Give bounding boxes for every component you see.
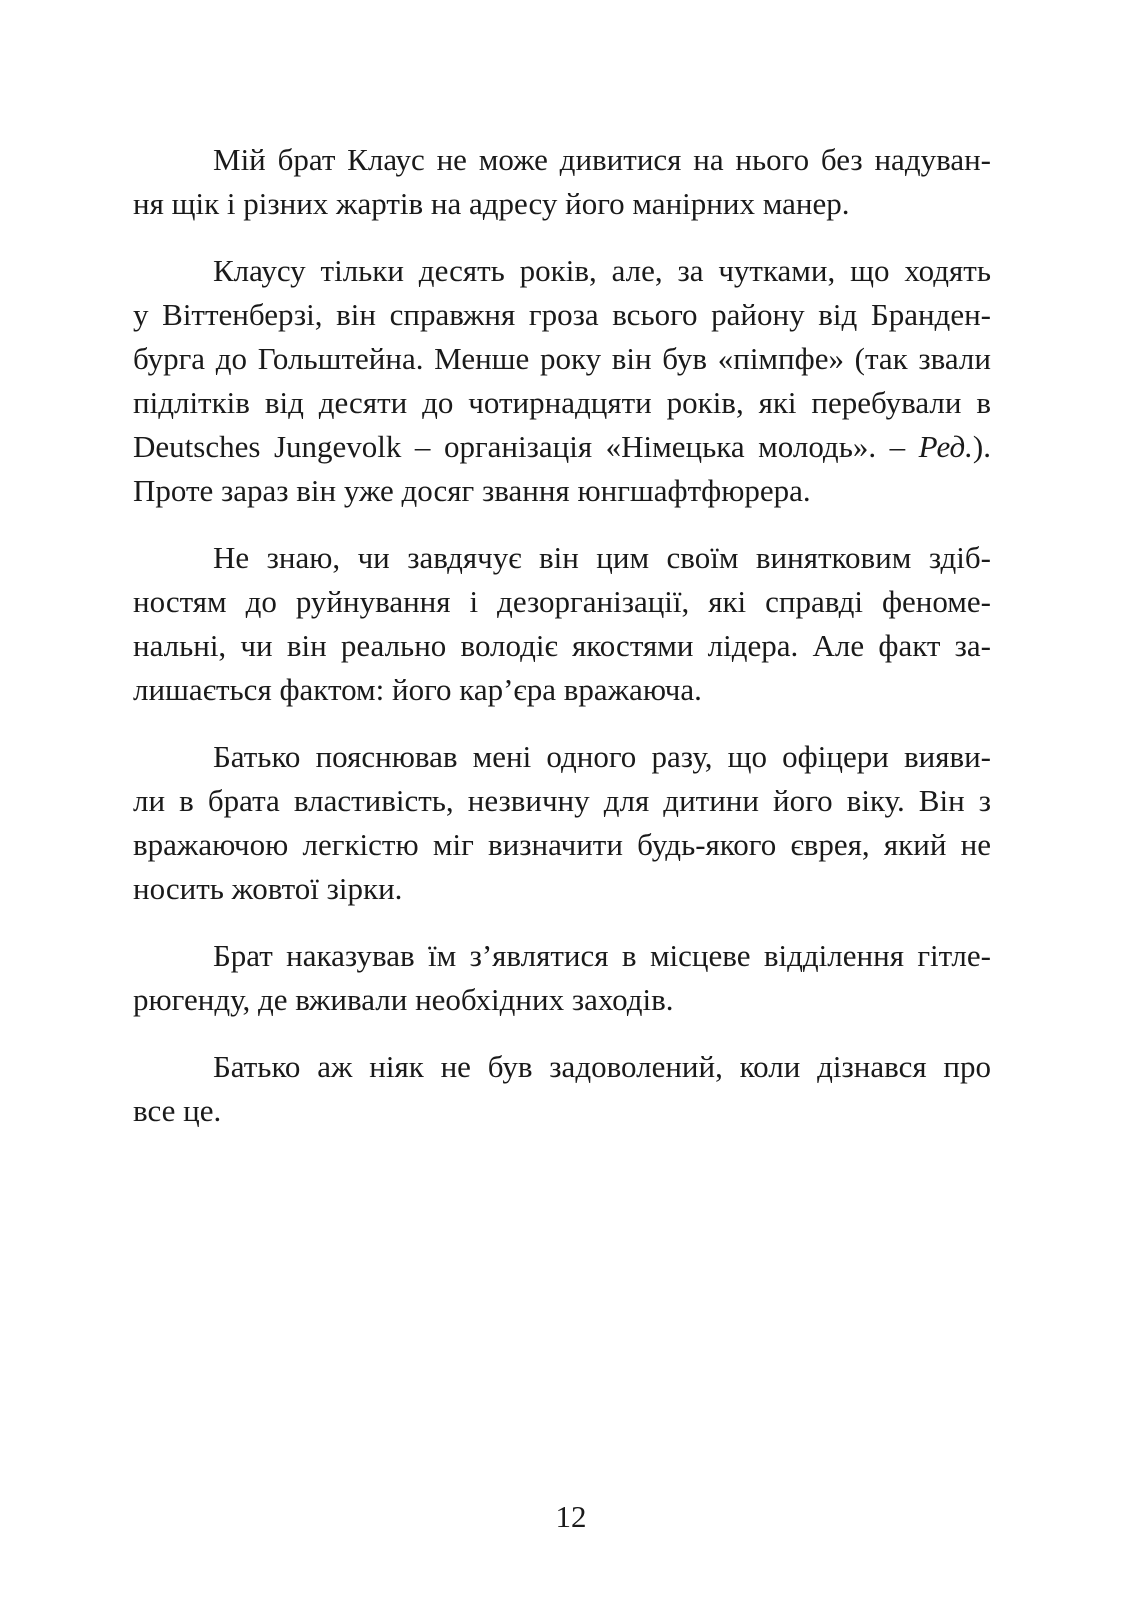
page-number: 12 — [555, 1499, 587, 1534]
text-line: Deutsches Jungevolk – організація «Німецька молодь». – Ред.). — [133, 429, 991, 464]
text-line: носить жовтої зірки. — [133, 871, 403, 906]
paragraph-6 — [133, 1045, 991, 1133]
text-line: Не знаю, чи завдячує він цим своїм винятковим здіб- — [213, 540, 991, 575]
text-line: Мій брат Клаус не може дивитися на нього без надуван- — [213, 142, 991, 177]
paragraph-3 — [133, 536, 991, 712]
body-text — [133, 138, 991, 1133]
text-line: рюгенду, де вживали необхідних заходів. — [133, 982, 674, 1017]
text-line: Проте зараз він уже досяг звання юнгшафтфюрера. — [133, 473, 811, 508]
text-line: все це. — [133, 1093, 222, 1128]
text-line: ня щік і різних жартів на адресу його манірних манер. — [133, 186, 850, 221]
paragraph-2 — [133, 249, 991, 513]
text-line: нальні, чи він реально володіє якостями лідера. Але факт за- — [133, 628, 991, 663]
paragraph-1 — [133, 138, 991, 226]
text-line: Брат наказував їм з’являтися в місцеве відділення гітле- — [213, 938, 991, 973]
text-line: лишається фактом: його кар’єра вражаюча. — [133, 672, 702, 707]
text-line: бурга до Гольштейна. Менше року він був «пімпфе» (так звали — [133, 341, 991, 376]
text-line: ностям до руйнування і дезорганізації, які справді феноме- — [133, 584, 991, 619]
text-line: у Віттенберзі, він справжня гроза всього району від Бранден- — [133, 297, 991, 332]
text-line: підлітків від десяти до чотирнадцяти років, які перебували в — [133, 385, 991, 420]
paragraph-4 — [133, 735, 991, 911]
text-line: вражаючою легкістю міг визначити будь-якого єврея, який не — [133, 827, 991, 862]
text-line: ли в брата властивість, незвичну для дитини його віку. Він з — [133, 783, 991, 818]
paragraph-5 — [133, 934, 991, 1022]
text-line: Батько аж ніяк не був задоволений, коли дізнався про — [213, 1049, 991, 1084]
text-line: Клаусу тільки десять років, але, за чутками, що ходять — [213, 253, 991, 288]
text-line: Батько пояснював мені одного разу, що офіцери вияви- — [213, 739, 991, 774]
